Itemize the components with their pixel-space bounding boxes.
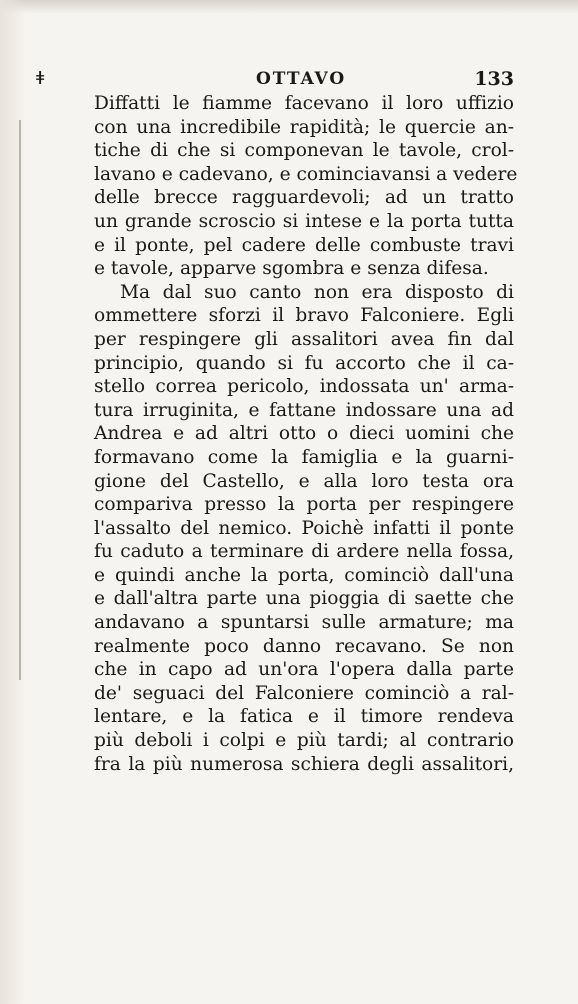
page-number: 133 (474, 68, 514, 90)
text-line: Diffatti le fiamme facevano il loro uffizio (94, 93, 514, 114)
text-line: de' seguaci del Falconiere cominciò a ral- (94, 682, 514, 704)
page-top-edge (0, 0, 578, 14)
text-line: lavano e cadevano, e cominciavansi a vedere (94, 163, 518, 185)
text-line: per respingere gli assalitori avea fin dal (94, 328, 514, 350)
text-line: e tavole, apparve sgombra e senza difesa. (94, 258, 489, 280)
text-line: fu caduto a terminare di ardere nella fossa, (94, 541, 514, 563)
text-line: ommettere sforzi il bravo Falconiere. Egli (94, 305, 514, 327)
text-line: lentare, e la fatica e il timore rendeva (94, 706, 514, 728)
text-line: andavano a spuntarsi sulle armature; ma (94, 612, 514, 634)
text-line: realmente poco danno recavano. Se non (94, 635, 514, 657)
text-line: e quindi anche la porta, cominciò dall'una (94, 564, 514, 586)
text-line: e dall'altra parte una pioggia di saette che (94, 588, 514, 610)
text-line: che in capo ad un'ora l'opera dalla parte (94, 659, 514, 681)
text-line: fra la più numerosa schiera degli assalitori, (94, 753, 514, 775)
text-line: Ma dal suo canto non era disposto di (120, 281, 514, 303)
text-line: gione del Castello, e alla loro testa ora (94, 470, 514, 492)
text-line: compariva presso la porta per respingere (94, 494, 514, 516)
running-title: OTTAVO (256, 69, 347, 89)
text-line: stello correa pericolo, indossata un' arma- (94, 376, 514, 398)
text-line: più deboli i colpi e più tardi; al contrario (94, 730, 514, 752)
binding-gutter-line (19, 120, 21, 680)
text-line: principio, quando si fu accorto che il ca- (94, 352, 514, 374)
text-line: delle brecce ragguardevoli; ad un tratto (94, 187, 514, 209)
margin-mark: ǂ (36, 68, 45, 89)
text-line: tura irruginita, e fattane indossare una ad (94, 399, 514, 421)
text-line: e il ponte, pel cadere delle combuste travi (94, 234, 514, 256)
text-line: formavano come la famiglia e la guarni- (94, 446, 514, 468)
page-header (36, 66, 514, 92)
text-line: Andrea e ad altri otto o dieci uomini che (94, 423, 514, 445)
page-left-shadow (0, 0, 26, 1004)
text-line: un grande scroscio si intese e la porta tutta (94, 210, 514, 232)
text-line: l'assalto del nemico. Poichè infatti il ponte (94, 517, 514, 539)
body-text (94, 92, 518, 776)
text-line: tiche di che si componevan le tavole, crol- (94, 140, 514, 162)
text-line: con una incredibile rapidità; le quercie an- (94, 116, 514, 138)
